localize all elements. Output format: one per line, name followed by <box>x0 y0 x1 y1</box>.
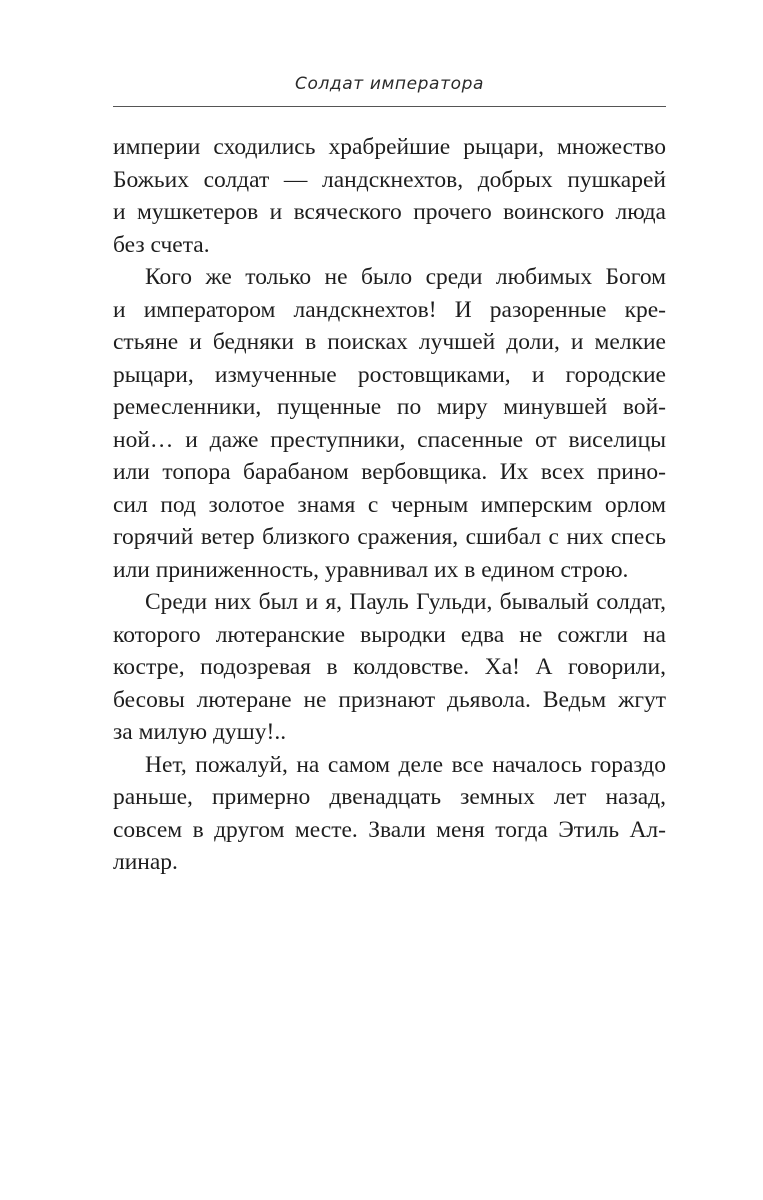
text-line: костре, подозревая в колдовстве. Ха! А говорили, <box>113 654 666 680</box>
text-line: ремесленники, пущенные по миру минувшей вой- <box>113 394 666 420</box>
text-line: Божьих солдат — ландскнехтов, добрых пушкарей <box>113 166 666 193</box>
text-line: которого лютеранские выродки едва не сожгли на <box>113 621 666 648</box>
running-head: Солдат императора <box>295 74 484 94</box>
header-rule <box>113 106 666 107</box>
text-line: Среди них был и я, Пауль Гульди, бывалый солдат, <box>145 589 666 615</box>
text-line: стьяне и бедняки в поисках лучшей доли, и мелкие <box>113 329 666 355</box>
text-line: империи сходились храбрейшие рыцари, множество <box>113 134 666 160</box>
text-line: без счета. <box>113 231 210 258</box>
text-line: за милую душу!.. <box>113 719 287 745</box>
body-text <box>113 131 666 879</box>
text-line: раньше, примерно двенадцать земных лет назад, <box>113 784 666 810</box>
text-line: совсем в другом месте. Звали меня тогда Этиль Ал- <box>113 816 666 843</box>
text-line: и мушкетеров и всяческого прочего воинского люда <box>113 199 666 225</box>
text-line: линар. <box>113 849 178 875</box>
text-line: Кого же только не было среди любимых Богом <box>145 264 666 290</box>
text-line: или топора барабаном вербовщика. Их всех прино- <box>113 459 666 485</box>
text-line: ной… и даже преступники, спасенные от виселицы <box>113 426 666 453</box>
text-line: рыцари, измученные ростовщиками, и городские <box>113 361 666 388</box>
text-line: или приниженность, уравнивал их в едином строю. <box>113 556 629 583</box>
text-line: Нет, пожалуй, на самом деле все началось гораздо <box>145 751 666 778</box>
text-line: и императором ландскнехтов! И разоренные кре- <box>113 296 666 323</box>
text-line: горячий ветер близкого сражения, сшибал с них спесь <box>113 524 666 550</box>
text-line: сил под золотое знамя с черным имперским орлом <box>113 491 666 518</box>
text-line: бесовы лютеране не признают дьявола. Ведьм жгут <box>113 686 666 713</box>
